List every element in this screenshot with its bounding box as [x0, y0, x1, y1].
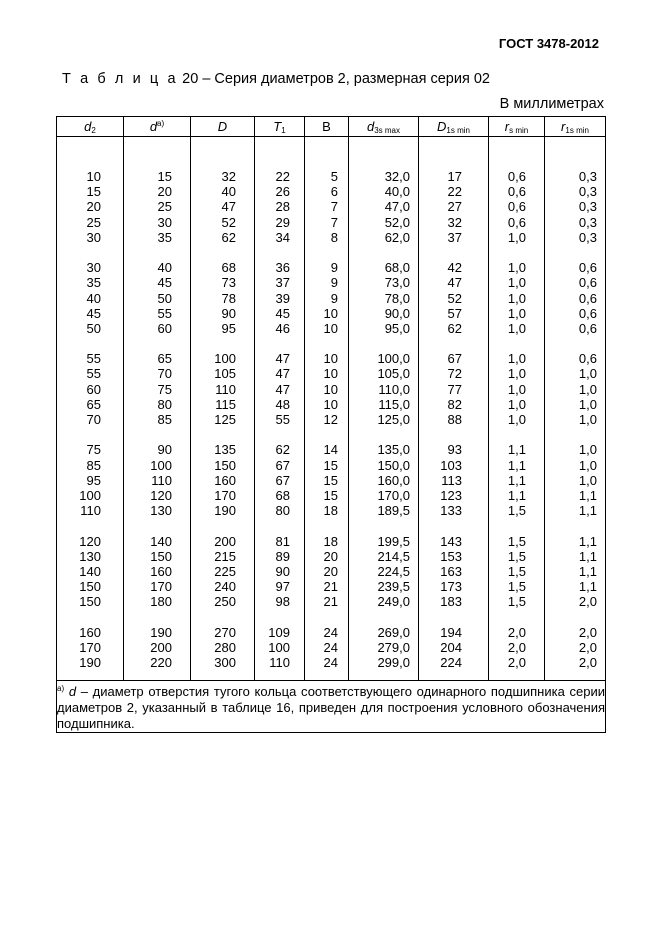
table-cell: 93	[447, 442, 462, 458]
table-cell: 240	[214, 579, 236, 595]
table-cell: 135	[214, 442, 236, 458]
table-cell: 1,0	[578, 472, 597, 488]
table-cell: 78	[221, 290, 236, 306]
table-cell: 47	[275, 351, 290, 367]
table-cell: 125	[214, 412, 236, 427]
table-cell: 45	[86, 305, 101, 321]
table-cell: 249,0	[377, 594, 410, 610]
table-cell: 47	[275, 366, 290, 382]
table-cell: 18	[323, 533, 338, 549]
table-cell: 150	[150, 548, 172, 564]
table-cell: 65	[157, 351, 172, 367]
column-subscript: 1s min	[446, 125, 470, 135]
table-cell: 15	[323, 457, 338, 473]
table-cell: 0,6	[507, 214, 526, 230]
table-cell: 1,0	[507, 351, 526, 367]
column-values-rs-min	[489, 137, 545, 681]
table-cell: 25	[157, 199, 172, 215]
table-cell: 199,5	[377, 533, 410, 549]
table-cell: 239,5	[377, 579, 410, 595]
table-cell: 0,3	[578, 169, 597, 184]
table-cell: 133	[440, 503, 462, 519]
table-cell: 269,0	[377, 624, 410, 640]
table-cell: 109	[268, 624, 290, 640]
table-cell: 103	[440, 457, 462, 473]
table-cell: 10	[323, 351, 338, 367]
table-cell: 55	[86, 351, 101, 367]
table-cell: 1,0	[578, 396, 597, 412]
table-cell: 120	[150, 487, 172, 503]
table-cell: 270	[214, 624, 236, 640]
table-cell: 1,1	[507, 457, 526, 473]
table-cell: 1,1	[578, 503, 597, 519]
table-cell: 1,5	[507, 533, 526, 549]
table-cell: 163	[440, 563, 462, 579]
table-cell: 2,0	[507, 655, 526, 670]
table-cell: 95	[86, 472, 101, 488]
table-cell: 52	[447, 290, 462, 306]
table-header-row	[57, 117, 606, 137]
table-cell: 279,0	[377, 639, 410, 655]
table-cell: 110	[215, 381, 236, 397]
column-header-d3s-max	[349, 117, 419, 137]
table-cell: 90	[157, 442, 172, 458]
table-cell: 62,0	[384, 229, 410, 245]
table-cell: 170	[150, 579, 172, 595]
column-header-r1s-min	[545, 117, 606, 137]
footnote-marker: а)	[57, 684, 65, 694]
table-cell: 10	[323, 396, 338, 412]
table-cell: 50	[157, 290, 172, 306]
table-cell: 160	[79, 624, 101, 640]
footnote-row	[57, 681, 606, 733]
table-cell: 1,0	[507, 275, 526, 291]
table-cell: 68	[221, 260, 236, 276]
table-cell: 170	[214, 487, 236, 503]
column-subscript: 1s min	[565, 125, 589, 135]
table-cell: 1,0	[578, 442, 597, 458]
table-cell: 1,1	[507, 472, 526, 488]
table-cell: 0,6	[578, 290, 597, 306]
table-cell: 42	[447, 260, 462, 276]
table-cell: 1,1	[578, 487, 597, 503]
table-cell: 52,0	[384, 214, 410, 230]
table-cell: 77	[447, 381, 462, 397]
table-cell: 2,0	[578, 639, 597, 655]
table-cell: 110,0	[378, 381, 410, 397]
table-cell: 47	[447, 275, 462, 291]
table-cell: 130	[150, 503, 172, 519]
table-cell: 170,0	[377, 487, 410, 503]
caption-text: 20 – Серия диаметров 2, размерная серия 02	[182, 71, 490, 87]
table-cell: 75	[86, 442, 101, 458]
table-cell: 25	[86, 214, 101, 230]
column-values-d2	[57, 137, 124, 681]
table-cell: 143	[440, 533, 462, 549]
table-cell: 194	[440, 624, 462, 640]
table-cell: 28	[275, 199, 290, 215]
table-cell: 88	[447, 412, 462, 427]
table-cell: 1,0	[507, 260, 526, 276]
table-cell: 9	[330, 275, 338, 291]
table-cell: 24	[323, 655, 338, 670]
table-cell: 12	[323, 412, 338, 427]
column-values-d	[191, 137, 255, 681]
table-cell: 100	[214, 351, 236, 367]
table-cell: 1,5	[507, 579, 526, 595]
table-cell: 36	[275, 260, 290, 276]
table-cell: 130	[79, 548, 101, 564]
column-subscript: 2	[91, 125, 96, 135]
column-symbol: d	[149, 119, 158, 134]
table-cell: 110	[269, 655, 290, 670]
table-cell: 81	[275, 533, 290, 549]
table-cell: 20	[323, 548, 338, 564]
table-cell: 0,6	[578, 275, 597, 291]
table-cell: 1,0	[578, 457, 597, 473]
table-cell: 24	[323, 639, 338, 655]
units-label: В миллиметрах	[499, 96, 604, 112]
table-cell: 55	[157, 305, 172, 321]
table-cell: 123	[440, 487, 462, 503]
table-cell: 82	[447, 396, 462, 412]
table-cell: 45	[275, 305, 290, 321]
table-cell: 200	[150, 639, 172, 655]
table-cell: 78,0	[384, 290, 410, 306]
column-symbol: d	[84, 118, 92, 134]
table-cell: 2,0	[578, 594, 597, 610]
table-cell: 24	[323, 624, 338, 640]
table-cell: 65	[86, 396, 101, 412]
table-cell: 1,1	[578, 563, 597, 579]
table-cell: 160	[214, 472, 236, 488]
table-cell: 0,3	[578, 199, 597, 215]
table-cell: 62	[447, 320, 462, 336]
table-cell: 200	[214, 533, 236, 549]
table-cell: 40	[221, 184, 236, 200]
column-values-b	[305, 137, 349, 681]
table-cell: 189,5	[377, 503, 410, 519]
table-cell: 220	[150, 655, 172, 670]
footnote-cell	[57, 681, 606, 733]
table-cell: 280	[214, 639, 236, 655]
column-symbol: r	[561, 118, 566, 134]
table-cell: 70	[86, 412, 101, 427]
table-cell: 50	[86, 320, 101, 336]
table-cell: 52	[221, 214, 236, 230]
table-cell: 2,0	[578, 655, 597, 670]
table-caption	[62, 71, 490, 87]
table-cell: 35	[86, 275, 101, 291]
table-cell: 10	[323, 381, 338, 397]
table-cell: 115,0	[378, 396, 410, 412]
table-cell: 10	[86, 169, 101, 184]
table-cell: 70	[157, 366, 172, 382]
table-cell: 72	[447, 366, 462, 382]
table-cell: 40	[86, 290, 101, 306]
column-subscript: s min	[509, 125, 529, 135]
table-cell: 10	[323, 305, 338, 321]
column-symbol: D	[437, 118, 447, 134]
table-cell: 110	[80, 503, 101, 519]
table-cell: 95	[221, 320, 236, 336]
table-cell: 21	[323, 594, 338, 610]
table-cell: 0,3	[578, 214, 597, 230]
table-cell: 1,1	[507, 442, 526, 458]
table-cell: 1,0	[507, 305, 526, 321]
table-cell: 15	[323, 472, 338, 488]
table-cell: 153	[440, 548, 462, 564]
table-cell: 90	[275, 563, 290, 579]
table-cell: 60	[157, 320, 172, 336]
table-cell: 47	[221, 199, 236, 215]
column-header-b	[305, 117, 349, 137]
column-values-d	[124, 137, 191, 681]
table-cell: 224	[440, 655, 462, 670]
table-cell: 62	[275, 442, 290, 458]
table-cell: 85	[86, 457, 101, 473]
table-cell: 30	[86, 260, 101, 276]
table-cell: 55	[86, 366, 101, 382]
table-cell: 22	[447, 184, 462, 200]
table-cell: 34	[275, 229, 290, 245]
table-cell: 57	[447, 305, 462, 321]
table-cell: 30	[157, 214, 172, 230]
table-cell: 150	[79, 579, 101, 595]
table-cell: 27	[447, 199, 462, 215]
column-values-t1	[255, 137, 305, 681]
table-cell: 90	[221, 305, 236, 321]
table-cell: 6	[330, 184, 338, 200]
table-cell: 9	[330, 290, 338, 306]
table-cell: 89	[275, 548, 290, 564]
table-cell: 85	[157, 412, 172, 427]
table-cell: 125,0	[377, 412, 410, 427]
table-cell: 67	[275, 457, 290, 473]
table-cell: 1,0	[578, 381, 597, 397]
table-cell: 160	[150, 563, 172, 579]
column-values-r1s-min	[545, 137, 606, 681]
caption-label: Т а б л и ц а	[62, 71, 179, 87]
table-cell: 190	[150, 624, 172, 640]
column-subscript: 3s max	[374, 125, 401, 135]
table-cell: 15	[157, 169, 172, 184]
table-cell: 135,0	[377, 442, 410, 458]
table-cell: 204	[440, 639, 462, 655]
table-cell: 225	[214, 563, 236, 579]
table-cell: 299,0	[377, 655, 410, 670]
column-symbol: r	[504, 118, 510, 134]
table-cell: 1,0	[507, 290, 526, 306]
table-cell: 21	[323, 579, 338, 595]
column-symbol: B	[322, 119, 331, 134]
table-cell: 5	[330, 169, 338, 184]
column-values-d3s-max	[349, 137, 419, 681]
column-header-d1s-min	[419, 117, 489, 137]
column-header-d	[191, 117, 255, 137]
table-cell: 150	[79, 594, 101, 610]
table-cell: 15	[323, 487, 338, 503]
table-cell: 39	[275, 290, 290, 306]
table-cell: 14	[323, 442, 338, 458]
column-symbol: D	[217, 119, 228, 134]
table-cell: 0,6	[578, 305, 597, 321]
table-cell: 1,0	[507, 229, 526, 245]
column-header-rs-min	[489, 117, 545, 137]
table-cell: 190	[214, 503, 236, 519]
table-cell: 2,0	[507, 639, 526, 655]
column-symbol: T	[273, 118, 282, 134]
table-cell: 32,0	[384, 169, 410, 184]
table-cell: 1,1	[578, 579, 597, 595]
table-cell: 10	[323, 320, 338, 336]
table-cell: 73,0	[384, 275, 410, 291]
table-cell: 98	[275, 594, 290, 610]
column-symbol: d	[366, 118, 375, 134]
table-cell: 1,5	[507, 563, 526, 579]
table-cell: 68,0	[384, 260, 410, 276]
table-cell: 150	[214, 457, 236, 473]
table-cell: 1,5	[507, 503, 526, 519]
table-cell: 100	[79, 487, 101, 503]
table-cell: 173	[440, 579, 462, 595]
table-cell: 17	[447, 169, 462, 184]
dimensions-table	[56, 116, 606, 733]
table-cell: 0,6	[578, 320, 597, 336]
table-cell: 150,0	[377, 457, 410, 473]
table-cell: 32	[447, 214, 462, 230]
table-cell: 7	[330, 214, 338, 230]
table-cell: 183	[440, 594, 462, 610]
table-cell: 95,0	[384, 320, 410, 336]
table-cell: 40,0	[384, 184, 410, 200]
table-cell: 1,1	[578, 548, 597, 564]
table-cell: 60	[86, 381, 101, 397]
table-cell: 140	[150, 533, 172, 549]
table-cell: 224,5	[377, 563, 410, 579]
table-cell: 35	[157, 229, 172, 245]
table-cell: 214,5	[377, 548, 410, 564]
footnote-symbol: d	[68, 684, 77, 700]
table-cell: 0,6	[507, 199, 526, 215]
table-cell: 8	[330, 229, 338, 245]
table-cell: 160,0	[377, 472, 410, 488]
table-cell: 0,6	[507, 184, 526, 200]
table-cell: 190	[79, 655, 101, 670]
table-cell: 29	[275, 214, 290, 230]
table-cell: 37	[447, 229, 462, 245]
table-cell: 62	[221, 229, 236, 245]
table-cell: 97	[275, 579, 290, 595]
table-cell: 48	[275, 396, 290, 412]
table-cell: 75	[157, 381, 172, 397]
table-cell: 0,6	[578, 351, 597, 367]
table-cell: 1,0	[507, 320, 526, 336]
table-cell: 215	[214, 548, 236, 564]
table-cell: 67	[275, 472, 290, 488]
table-cell: 47,0	[384, 199, 410, 215]
table-cell: 90,0	[384, 305, 410, 321]
table-cell: 40	[157, 260, 172, 276]
table-cell: 9	[330, 260, 338, 276]
table-cell: 0,6	[578, 260, 597, 276]
table-cell: 120	[79, 533, 101, 549]
table-cell: 100	[150, 457, 172, 473]
table-cell: 300	[214, 655, 236, 670]
table-cell: 26	[275, 184, 290, 200]
table-cell: 30	[86, 229, 101, 245]
table-cell: 80	[157, 396, 172, 412]
table-cell: 2,0	[578, 624, 597, 640]
table-cell: 100,0	[377, 351, 410, 367]
table-cell: 170	[79, 639, 101, 655]
table-cell: 1,0	[507, 412, 526, 427]
table-cell: 22	[275, 169, 290, 184]
table-cell: 180	[150, 594, 172, 610]
table-cell: 18	[323, 503, 338, 519]
table-cell: 110	[151, 472, 172, 488]
table-cell: 20	[157, 184, 172, 200]
table-cell: 47	[275, 381, 290, 397]
table-cell: 55	[275, 412, 290, 427]
table-cell: 1,0	[578, 412, 597, 427]
table-cell: 80	[275, 503, 290, 519]
table-cell: 105	[214, 366, 236, 382]
table-cell: 115	[215, 396, 236, 412]
table-cell: 68	[275, 487, 290, 503]
table-body-row	[57, 137, 606, 681]
table-cell: 140	[79, 563, 101, 579]
document-code: ГОСТ 3478-2012	[498, 36, 599, 51]
table-cell: 1,5	[507, 594, 526, 610]
table-cell: 1,0	[507, 366, 526, 382]
table-cell: 46	[275, 320, 290, 336]
table-cell: 32	[221, 169, 236, 184]
column-header-t1	[255, 117, 305, 137]
table-cell: 20	[86, 199, 101, 215]
column-header-d	[124, 117, 191, 137]
table-cell: 105,0	[377, 366, 410, 382]
table-cell: 1,0	[578, 366, 597, 382]
column-superscript: a)	[157, 119, 165, 128]
column-subscript: 1	[281, 125, 286, 135]
table-cell: 113	[441, 472, 462, 488]
table-cell: 1,0	[507, 396, 526, 412]
table-cell: 0,6	[507, 169, 526, 184]
footnote-text: – диаметр отверстия тугого кольца соответствующего одинарного подшипника серии диаметров 2, указанный в таблице 16, приведен для построения условного обозначения подшипника.	[57, 684, 605, 732]
table-cell: 1,0	[507, 381, 526, 397]
table-cell: 2,0	[507, 624, 526, 640]
table-cell: 7	[330, 199, 338, 215]
table-cell: 0,3	[578, 229, 597, 245]
table-cell: 1,1	[507, 487, 526, 503]
table-cell: 20	[323, 563, 338, 579]
column-values-d1s-min	[419, 137, 489, 681]
table-cell: 10	[323, 366, 338, 382]
table-cell: 67	[447, 351, 462, 367]
table-cell: 15	[86, 184, 101, 200]
table-cell: 73	[221, 275, 236, 291]
table-cell: 1,1	[578, 533, 597, 549]
table-cell: 250	[214, 594, 236, 610]
column-header-d2	[57, 117, 124, 137]
table-cell: 37	[275, 275, 290, 291]
table-cell: 45	[157, 275, 172, 291]
table-cell: 1,5	[507, 548, 526, 564]
table-cell: 0,3	[578, 184, 597, 200]
table-cell: 100	[268, 639, 290, 655]
